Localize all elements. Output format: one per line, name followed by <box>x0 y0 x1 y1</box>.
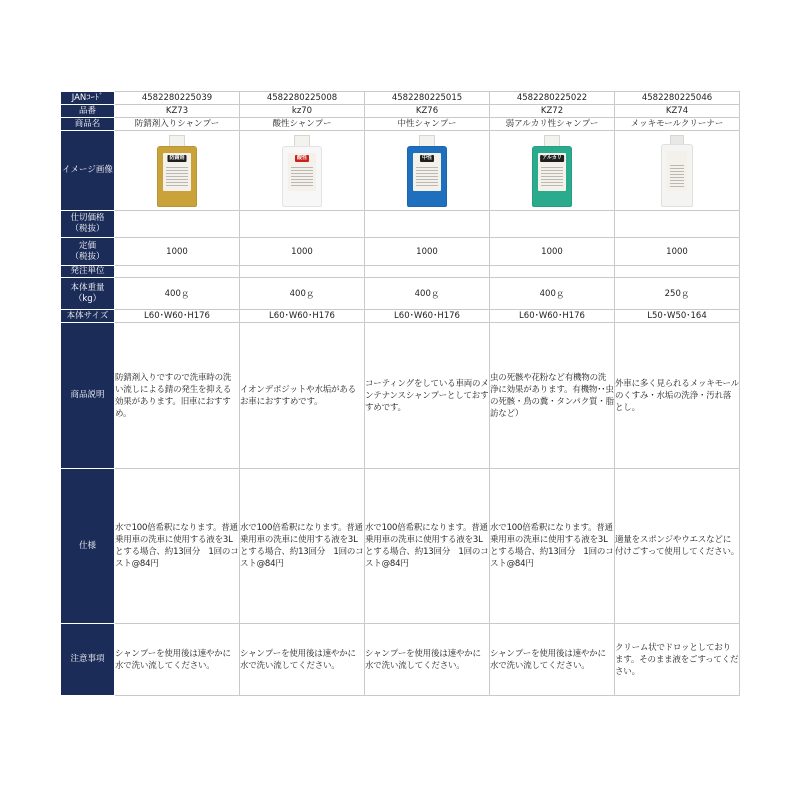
product-number-2: kz70 <box>240 105 365 118</box>
wholesale-price-3 <box>365 211 490 238</box>
order-unit-4 <box>490 266 615 278</box>
row-hatchu <box>61 266 740 278</box>
bottle-label-text <box>541 165 563 188</box>
bottle-tag: 防錆剤 <box>169 154 185 161</box>
list-price-2: 1000 <box>240 238 365 266</box>
product-name-5: メッキモールクリーナー <box>615 118 740 131</box>
caution-1: シャンプーを使用後は速やかに水で洗い流してください。 <box>115 624 240 696</box>
row-shikiri <box>61 211 740 238</box>
product-spec-table <box>60 91 740 696</box>
bottle-label <box>413 153 441 191</box>
label-list-price-line1: 定価 <box>78 240 96 251</box>
label-caution: 注意事項 <box>61 624 115 696</box>
weight-4: 400ｇ <box>490 278 615 310</box>
label-wholesale-price-line1: 仕切価格 <box>70 213 105 223</box>
jan-code-4: 4582280225022 <box>490 92 615 105</box>
list-price-5: 1000 <box>615 238 740 266</box>
description-4: 虫の死骸や花粉など有機物の洗浄に効果があります。有機物･･虫の死骸・鳥の糞・タンパク質・脂訪など） <box>490 323 615 469</box>
bottle-body <box>661 144 693 207</box>
size-2: L60･W60･H176 <box>240 310 365 323</box>
bottle-image <box>282 135 322 207</box>
label-weight-line1: 本体重量 <box>70 282 105 293</box>
bottle-tag: 中性 <box>421 154 433 161</box>
bottle-cap <box>294 135 310 147</box>
order-unit-1 <box>115 266 240 278</box>
wholesale-price-4 <box>490 211 615 238</box>
bottle-label-text <box>291 165 313 188</box>
bottle-cap <box>544 135 560 147</box>
jan-code-5: 4582280225046 <box>615 92 740 105</box>
weight-2: 400ｇ <box>240 278 365 310</box>
description-1: 防錆剤入りですので洗車時の洗い流しによる錆の発生を抑える効果があります。旧車におすすめ。 <box>115 323 240 469</box>
caution-5: クリーム状でドロッとしております。そのまま液をごすってください。 <box>615 624 740 696</box>
bottle-label-text <box>670 163 684 188</box>
product-image-5 <box>615 131 740 211</box>
label-size: 本体サイズ <box>61 310 115 323</box>
spec-2: 水で100倍希釈になります。普通乗用車の洗車に使用する液を3Lとする場合、約13回分 1回のコスト@84円 <box>240 469 365 624</box>
bottle-body <box>282 146 322 207</box>
product-image-1 <box>115 131 240 211</box>
label-weight <box>61 278 115 310</box>
bottle-label <box>538 153 566 191</box>
bottle-cap <box>169 135 185 147</box>
description-3: コーティングをしている車両のメンテナンスシャンプーとしておすすめです。 <box>365 323 490 469</box>
size-5: L50･W50･164 <box>615 310 740 323</box>
bottle-image <box>532 135 572 207</box>
bottle-image <box>407 135 447 207</box>
bottle-image <box>157 135 197 207</box>
description-2: イオンデポジットや水垢があるお車におすすめです。 <box>240 323 365 469</box>
size-3: L60･W60･H176 <box>365 310 490 323</box>
spec-1: 水で100倍希釈になります。普通乗用車の洗車に使用する液を3Lとする場合、約13回分 1回のコスト@84円 <box>115 469 240 624</box>
product-number-5: KZ74 <box>615 105 740 118</box>
label-list-price <box>61 238 115 266</box>
size-4: L60･W60･H176 <box>490 310 615 323</box>
row-name <box>61 118 740 131</box>
weight-5: 250ｇ <box>615 278 740 310</box>
label-spec: 仕様 <box>61 469 115 624</box>
bottle-image <box>661 135 693 207</box>
bottle-label-text <box>416 165 438 188</box>
bottle-tag: アルカリ <box>542 154 562 161</box>
product-name-2: 酸性シャンプー <box>240 118 365 131</box>
label-list-price-line2: （税抜） <box>70 251 105 262</box>
caution-4: シャンプーを使用後は速やかに水で洗い流してください。 <box>490 624 615 696</box>
label-product-name: 商品名 <box>61 118 115 131</box>
label-jan: JANｺｰﾄﾞ <box>61 92 115 105</box>
description-5: 外車に多く見られるメッキモールのくすみ・水垢の洗浄・汚れ落とし。 <box>615 323 740 469</box>
row-size <box>61 310 740 323</box>
caution-3: シャンプーを使用後は速やかに水で洗い流してください。 <box>365 624 490 696</box>
jan-code-1: 4582280225039 <box>115 92 240 105</box>
product-number-4: KZ72 <box>490 105 615 118</box>
row-teika <box>61 238 740 266</box>
product-image-2 <box>240 131 365 211</box>
label-hinban: 品番 <box>61 105 115 118</box>
bottle-label <box>667 151 687 191</box>
product-number-3: KZ76 <box>365 105 490 118</box>
list-price-4: 1000 <box>490 238 615 266</box>
bottle-body <box>157 146 197 207</box>
wholesale-price-1 <box>115 211 240 238</box>
caution-2: シャンプーを使用後は速やかに水で洗い流してください。 <box>240 624 365 696</box>
row-spec <box>61 469 740 624</box>
bottle-label <box>288 153 316 191</box>
list-price-3: 1000 <box>365 238 490 266</box>
jan-code-2: 4582280225008 <box>240 92 365 105</box>
row-jan <box>61 92 740 105</box>
size-1: L60･W60･H176 <box>115 310 240 323</box>
label-weight-line2: （kg） <box>73 293 102 304</box>
product-name-3: 中性シャンプー <box>365 118 490 131</box>
spec-5: 適量をスポンジやウエスなどに付けごすって使用してください。 <box>615 469 740 624</box>
bottle-tag: 酸性 <box>296 154 308 161</box>
label-wholesale-price <box>61 211 115 238</box>
product-image-4 <box>490 131 615 211</box>
weight-1: 400ｇ <box>115 278 240 310</box>
row-description <box>61 323 740 469</box>
spec-4: 水で100倍希釈になります。普通乗用車の洗車に使用する液を3Lとする場合、約13回分 1回のコスト@84円 <box>490 469 615 624</box>
bottle-body <box>407 146 447 207</box>
list-price-1: 1000 <box>115 238 240 266</box>
spec-3: 水で100倍希釈になります。普通乗用車の洗車に使用する液を3Lとする場合、約13回分 1回のコスト@84円 <box>365 469 490 624</box>
product-name-1: 防錆剤入りシャンプー <box>115 118 240 131</box>
product-name-4: 弱アルカリ性シャンプー <box>490 118 615 131</box>
order-unit-5 <box>615 266 740 278</box>
order-unit-3 <box>365 266 490 278</box>
row-caution <box>61 624 740 696</box>
label-image: イメージ画像 <box>61 131 115 211</box>
bottle-label <box>163 153 191 191</box>
label-description: 商品説明 <box>61 323 115 469</box>
row-hinban <box>61 105 740 118</box>
bottle-cap <box>419 135 435 147</box>
bottle-label-text <box>166 165 188 188</box>
row-image <box>61 131 740 211</box>
wholesale-price-2 <box>240 211 365 238</box>
label-wholesale-price-line2: （税抜） <box>70 224 105 234</box>
row-weight <box>61 278 740 310</box>
jan-code-3: 4582280225015 <box>365 92 490 105</box>
product-number-1: KZ73 <box>115 105 240 118</box>
bottle-body <box>532 146 572 207</box>
label-order-unit: 発注単位 <box>61 266 115 278</box>
weight-3: 400ｇ <box>365 278 490 310</box>
wholesale-price-5 <box>615 211 740 238</box>
product-image-3 <box>365 131 490 211</box>
order-unit-2 <box>240 266 365 278</box>
